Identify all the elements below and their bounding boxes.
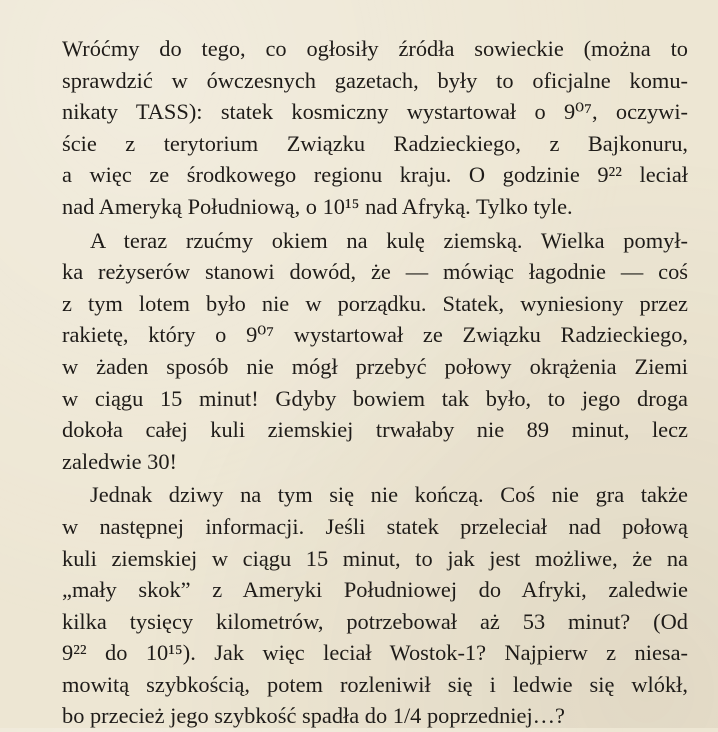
paragraph-1 [62,33,688,223]
text-line: a więc ze środkowego regionu kraju. O godzinie 9²² leciał [62,162,688,188]
text-line: w żaden sposób nie mógł przebyć połowy okrążenia Ziemi [62,353,688,379]
text-line: rakietę, który o 9⁰⁷ wystartował ze Związku Radzieckiego, [62,322,688,348]
text-line: „mały skok” z Ameryki Południowej do Afryki, zaledwie [62,577,688,603]
text-line: sprawdzić w ówczesnych gazetach, były to oficjalne komu- [62,67,688,93]
text-line: kilka tysięcy kilometrów, potrzebował aż 53 minut? (Od [62,608,688,634]
text-line: 9²² do 10¹⁵). Jak więc leciał Wostok-1? Najpierw z niesa- [62,640,688,666]
text-line: ka reżyserów stanowi dowód, że — mówiąc łagodnie — coś [62,259,688,285]
text-line: dokoła całej kuli ziemskiej trwałaby nie 89 minut, lecz [62,417,688,443]
text-line: w następnej informacji. Jeśli statek przeleciał nad połową [62,513,688,539]
paragraph-2 [62,225,688,478]
text-line: zaledwie 30! [62,448,178,474]
text-line: Wróćmy do tego, co ogłosiły źródła sowieckie (można to [62,36,688,61]
text-line: bo przecież jego szybkość spadła do 1/4 poprzedniej…? [62,703,565,729]
text-line: z tym lotem było nie w porządku. Statek, wyniesiony przez [62,290,688,316]
text-line: w ciągu 15 minut! Gdyby bowiem tak było, to jego droga [62,385,688,411]
text-line: nikaty TASS): statek kosmiczny wystartował o 9⁰⁷, oczywi- [62,99,688,125]
text-line: A teraz rzućmy okiem na kulę ziemską. Wielka pomył- [90,227,688,253]
paragraph-3 [62,479,688,732]
text-line: nad Ameryką Południową, o 10¹⁵ nad Afryką. Tylko tyle. [62,193,573,219]
text-line: ście z terytorium Związku Radzieckiego, z Bajkonuru, [62,130,688,156]
text-line: mowitą szybkością, potem rozleniwił się i ledwie się wlókł, [62,671,688,697]
text-line: Jednak dziwy na tym się nie kończą. Coś nie gra także [90,482,688,508]
text-line: kuli ziemskiej w ciągu 15 minut, to jak jest możliwe, że na [62,545,688,571]
